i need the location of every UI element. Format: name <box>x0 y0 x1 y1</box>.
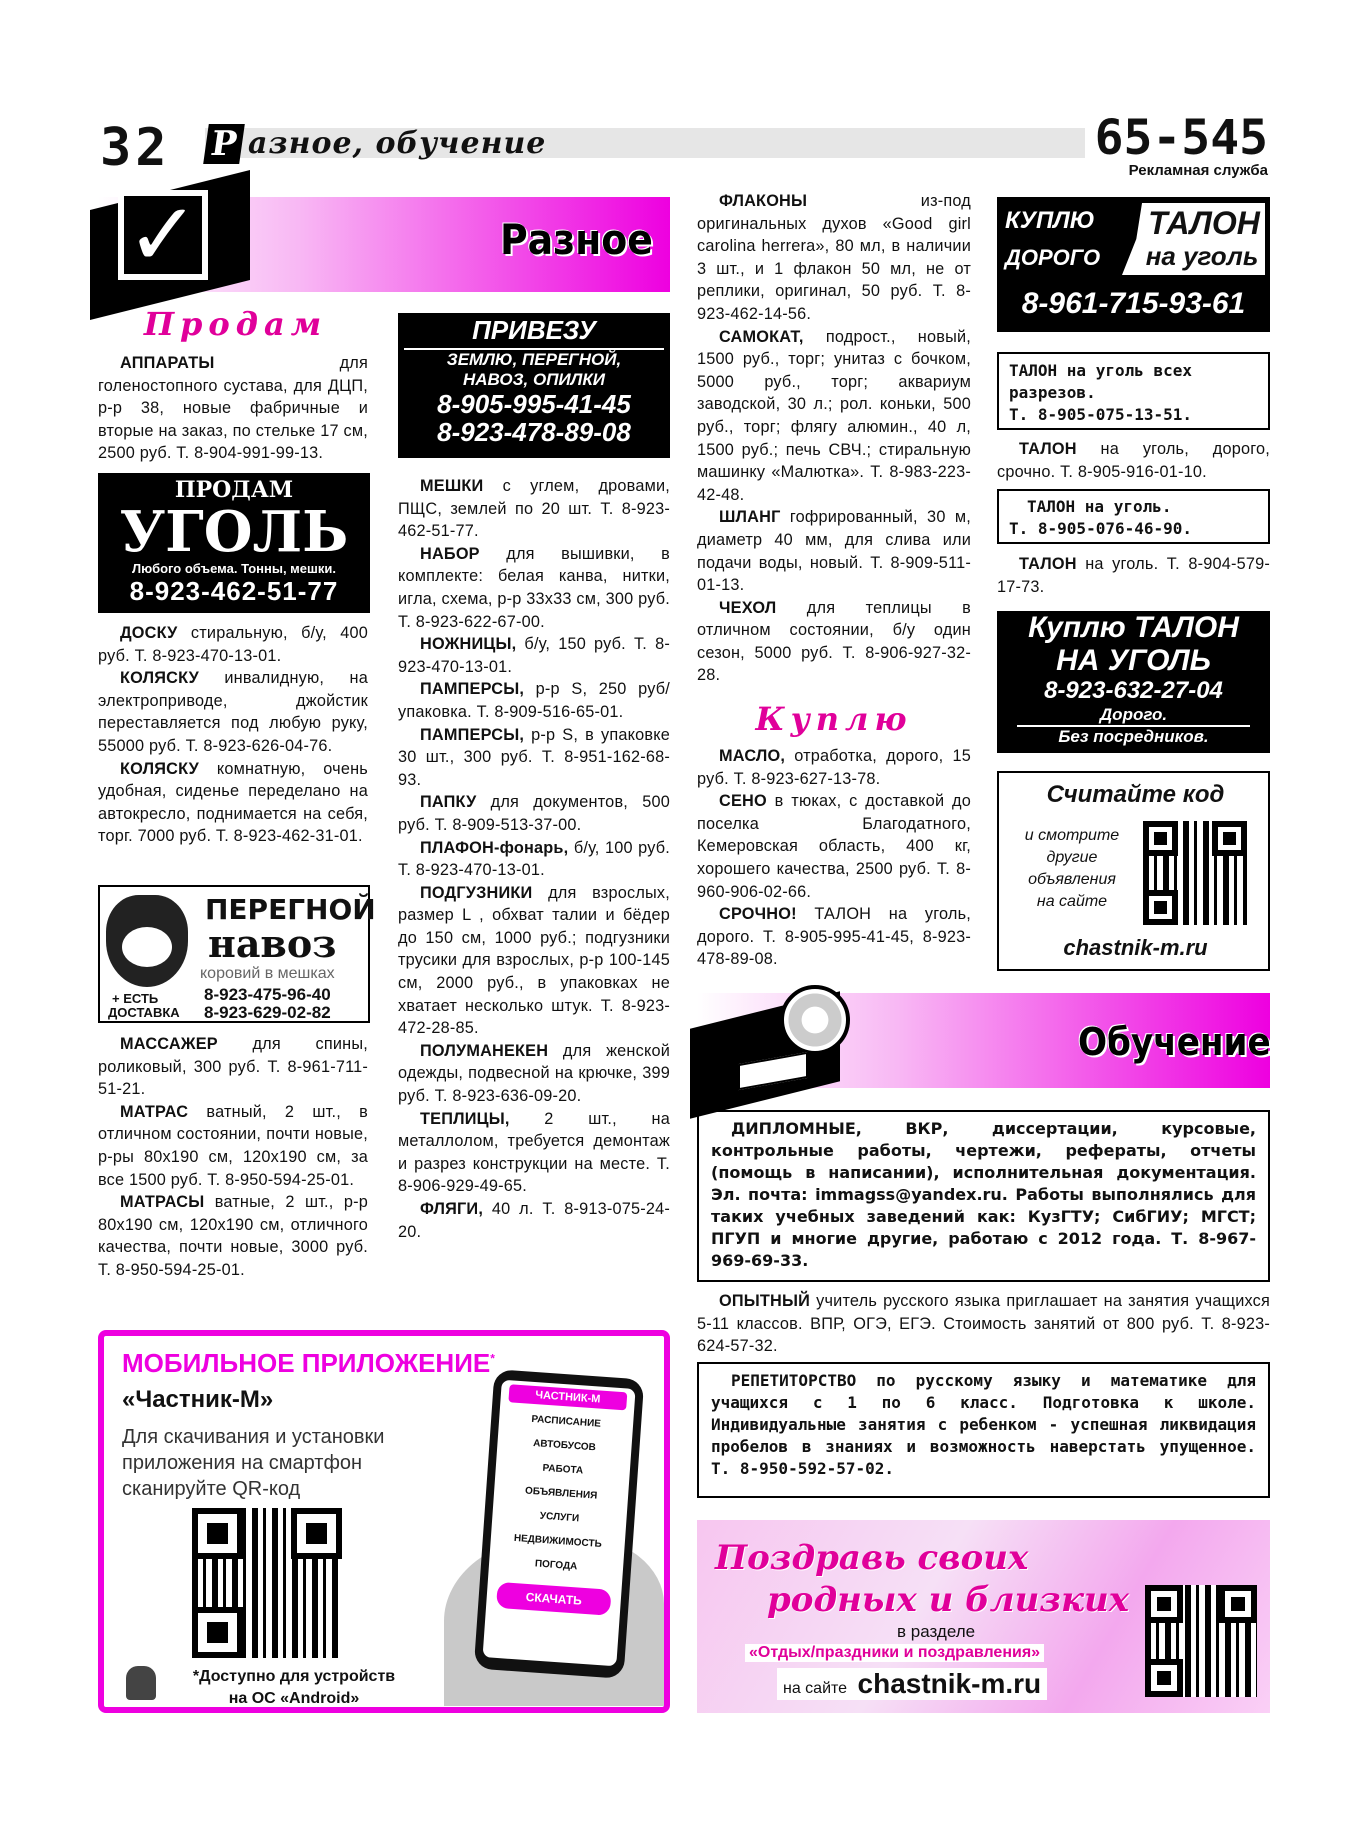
listing-text: с углем, дровами, ПЩС, землей по 20 шт. Т. 8-923-462-51-77. <box>398 477 670 541</box>
ad-ugol <box>98 473 370 613</box>
check-icon: ✓ <box>118 190 208 280</box>
sell-heading: Продам <box>143 305 328 343</box>
phone-brand: ЧАСТНИК-М <box>508 1384 627 1410</box>
greet-site-row <box>777 1668 1047 1700</box>
listing-title: МАСЛО, <box>719 747 786 765</box>
col3buy-listings <box>697 745 971 971</box>
ad-navoz-phone2: 8-923-629-02-82 <box>204 1003 331 1022</box>
mobile-note <box>164 1666 424 1710</box>
listing <box>697 597 971 687</box>
listing <box>697 903 971 971</box>
listing-text: ватные, 2 шт., р-р 80х190 см, 120х190 см, отличного качества, почти новые, 3000 руб. Т. 8-950-594-25-01. <box>98 1193 368 1279</box>
raznoe-title: Разное <box>500 215 653 264</box>
listing <box>697 745 971 790</box>
ad-service-caption: Рекламная служба <box>1128 162 1268 179</box>
listing <box>398 475 670 543</box>
mobile-name: «Частник-М» <box>122 1386 274 1413</box>
ad-ugol-phone: 8-923-462-51-77 <box>129 576 339 606</box>
listing <box>98 1101 368 1191</box>
listing <box>398 724 670 792</box>
obuchenie-title: Обучение <box>1078 1020 1271 1064</box>
qr-box-l1: и смотрите <box>1024 827 1120 844</box>
col2-listings <box>398 475 670 1243</box>
mobile-desc3: сканируйте QR-код <box>122 1478 301 1500</box>
listing-title: СЕНО <box>719 792 767 811</box>
greet-site[interactable]: chastnik-m.ru <box>857 1668 1042 1699</box>
ad-navoz-l5: ДОСТАВКА <box>108 1005 180 1020</box>
listing <box>398 678 670 723</box>
talon2-text: на уголь, дорого, срочно. Т. 8-905-916-01-10. <box>997 440 1270 481</box>
talon3 <box>997 489 1270 544</box>
ad-privezu-phone1: 8-905-995-41-45 <box>437 389 631 419</box>
ad-service-phone: 65-545 <box>1094 110 1268 166</box>
buy-heading: Куплю <box>755 700 913 738</box>
talon1 <box>997 352 1270 430</box>
qr-code-icon <box>1143 821 1247 925</box>
mobile-title-mark: * <box>490 1351 495 1366</box>
listing-title: САМОКАТ, <box>719 327 804 346</box>
app-qr-icon[interactable] <box>192 1508 342 1658</box>
talon4-text: на уголь. Т. 8-904-579-17-73. <box>997 555 1270 596</box>
ad-kuplu2-l4: Без посредников. <box>1017 725 1250 747</box>
qr-box-l2: другие <box>1046 849 1098 866</box>
listing-title: ПАПКУ <box>420 793 477 812</box>
listing-text: инвалидную, на электроприводе, джойстик переставляется под любую руку, 55000 руб. Т. 8-923-626-04-76. <box>98 669 368 755</box>
listing-text: 2 шт., на металлолом, требуется демонтаж и разрез конструкции на месте. Т. 8-906-929-49-65. <box>398 1109 670 1196</box>
listing-title: ЧЕХОЛ <box>719 598 777 617</box>
listing-title: ПАМПЕРСЫ, <box>420 725 525 744</box>
listing <box>697 506 971 596</box>
opytny-ad <box>697 1290 1270 1358</box>
greet-l4: «Отдых/праздники и поздравления» <box>745 1644 1044 1662</box>
listing-title: ФЛЯГИ, <box>420 1200 484 1218</box>
listing-title: ШЛАНГ <box>719 508 781 527</box>
ad-navoz-l2: навоз <box>208 921 337 966</box>
listing-text: для спины, роликовый, 300 руб. Т. 8-961-711-51-21. <box>98 1035 368 1099</box>
phone-menu-item[interactable]: УСЛУГИ <box>539 1510 580 1525</box>
ad-kuplu2-l3: Дорого. <box>1099 705 1168 724</box>
ad-ugol-big: УГОЛЬ <box>119 499 349 565</box>
diplom-text: ДИПЛОМНЫЕ, ВКР, диссертации, курсовые, контрольные работы, чертежи, рефераты, отчеты (помощь в написании), исполнительная документация. Эл. почта: immagss@yandex.ru. Работы выполнялись для таких учебных заведений как: КузГТУ; СибГИУ; МГСТ; ПГУП и многие другие, работаю с 2012 года. Т. 8-967-969-69-33. <box>711 1119 1256 1270</box>
listing-text: отработка, дорого, 15 руб. Т. 8-923-627-13-78. <box>697 747 971 788</box>
listing-text: р-р S, в упаковке 30 шт., 300 руб. Т. 8-951-162-68-93. <box>398 725 670 789</box>
opytny-text: учитель русского языка приглашает на занятия учащихся 5-11 классов. ВПР, ОГЭ, ЕГЭ. Стоимость занятий от 800 руб. Т. 8-923-624-57-32. <box>697 1292 1270 1356</box>
phone-mockup <box>474 1369 645 1679</box>
ad-ugol-top: ПРОДАМ <box>174 477 294 503</box>
android-icon <box>126 1666 156 1700</box>
talon1-text: ТАЛОН на уголь всех разрезов. <box>1009 361 1193 402</box>
ad-kuplu2-l1: Куплю ТАЛОН <box>1028 611 1239 644</box>
mobile-app-ad <box>98 1330 670 1713</box>
listing-text: гофрированный, 30 м, диаметр 40 мм, для слива или подачи воды, новый. Т. 8-909-511-01-13. <box>697 508 971 595</box>
listing <box>398 1198 670 1243</box>
col1c-listings <box>98 1033 368 1282</box>
ad-kuplu2 <box>997 611 1270 753</box>
listing-text: б/у, 100 руб. Т. 8-923-470-13-01. <box>398 838 670 880</box>
ad-navoz-l3: коровий в мешках <box>200 965 335 982</box>
talon4 <box>997 553 1270 598</box>
ad-navoz-l4: + ЕСТЬ <box>112 991 159 1006</box>
listing <box>697 190 971 326</box>
listing <box>398 837 670 882</box>
listing-text: для взрослых, размер L , обхват талии и бёдер до 150 см, 1000 руб.; подгузники трусики для взрослых, р-р 100-145 см, 2000 руб., в упаковках не хватает несколько штук. Т. 8-923-472-28-85. <box>398 883 670 1038</box>
talon2 <box>997 438 1270 483</box>
cow-face-icon <box>122 927 172 967</box>
talon3-phone: Т. 8-905-076-46-90. <box>1009 519 1193 538</box>
listing-title: ПАМПЕРСЫ, <box>420 680 525 699</box>
listing-text: подрост., новый, 1500 руб., торг; унитаз с бочком, 5000 руб., торг; аквариум заводской, 30 л.; рол. коньки, 500 руб., торг; флягу алюмин., 40 л, 1500 руб.; печь СВЧ.; стиральную машинку «Малютка». Т. 8-983-223-42-48. <box>697 327 971 504</box>
ad-kuplu <box>997 197 1270 332</box>
listing <box>98 352 368 465</box>
phone-menu-item[interactable]: РАБОТА <box>542 1462 584 1477</box>
ad-privezu-phone2: 8-923-478-89-08 <box>437 417 631 447</box>
listing-title: ПОЛУМАНЕКЕН <box>420 1041 549 1060</box>
listing-title: МАТРАС <box>120 1102 189 1121</box>
ad-privezu <box>398 313 670 458</box>
listing-text: 40 л. Т. 8-913-075-24-20. <box>398 1200 670 1241</box>
phone-download-button[interactable]: СКАЧАТЬ <box>496 1582 612 1616</box>
listing-title: НОЖНИЦЫ, <box>420 635 517 654</box>
mobile-desc <box>122 1424 384 1502</box>
talon2-bold: ТАЛОН <box>1019 440 1077 458</box>
ad-kuplu-r2: на уголь <box>1145 241 1259 271</box>
listing <box>398 1040 670 1108</box>
listing-title: ФЛАКОНЫ <box>719 192 808 210</box>
greet-l5: на сайте <box>783 1680 848 1697</box>
diplom-ad <box>697 1110 1270 1282</box>
listing <box>697 326 971 507</box>
listing-text: ватный, 2 шт., в отличном состоянии, почти новые, р-ры 80х190 см, 120х190 см, за все 1500 руб. Т. 8-950-594-25-01. <box>98 1102 368 1189</box>
mobile-desc1: Для скачивания и установки <box>122 1426 385 1448</box>
listing <box>98 622 368 667</box>
phone-menu-item[interactable]: ПОГОДА <box>534 1558 578 1573</box>
talon4-bold: ТАЛОН <box>1019 555 1077 573</box>
page-number: 32 <box>100 118 171 178</box>
mobile-desc2: приложения на смартфон <box>122 1452 363 1474</box>
qr-box-l4: на сайте <box>1036 893 1108 910</box>
listing-text: ТАЛОН на уголь, дорого. Т. 8-905-995-41-45, 8-923-478-89-08. <box>697 905 971 969</box>
listing-text: для голеностопного сустава, для ДЦП, р-р 38, новые фабричные и вторые на заказ, по стельке 17 см, 2500 руб. Т. 8-904-991-99-13. <box>98 354 368 463</box>
section-initial: Р <box>203 124 245 164</box>
phone-menu-item[interactable]: ОБЪЯВЛЕНИЯ <box>524 1485 598 1502</box>
ad-kuplu-phone: 8-961-715-93-61 <box>1021 287 1246 320</box>
greet-l3: в разделе <box>897 1622 976 1641</box>
col1b-listings <box>98 622 368 848</box>
listing <box>98 667 368 757</box>
mobile-note1: *Доступно для устройств <box>192 1668 396 1685</box>
listing-title: ДОСКУ <box>120 624 178 642</box>
listing <box>398 633 670 678</box>
listing-title: МАТРАСЫ <box>120 1193 205 1212</box>
listing-text: из-под оригинальных духов «Good girl carolina herrera», 80 мл, в наличии 3 шт., и 1 флакон 50 мл, не от реплики, оригинал, 50 руб. Т. 8-923-462-14-56. <box>697 192 971 323</box>
greet-l2: родных и близких <box>767 1580 1129 1620</box>
col3-listings <box>697 190 971 687</box>
talon1-phone: Т. 8-905-075-13-51. <box>1009 405 1193 424</box>
ad-privezu-sub2: НАВОЗ, ОПИЛКИ <box>462 370 606 389</box>
mobile-title <box>122 1348 495 1379</box>
listing-text: б/у, 150 руб. Т. 8-923-470-13-01. <box>398 635 670 676</box>
listing-title: КОЛЯСКУ <box>120 759 199 778</box>
listing-title: ПЛАФОН-фонарь, <box>420 838 569 857</box>
ad-privezu-sub1: ЗЕМЛЮ, ПЕРЕГНОЙ, <box>404 348 664 370</box>
qr-box-title: Считайте код <box>1046 781 1225 808</box>
greeting-ad <box>697 1520 1270 1713</box>
mobile-title-text: МОБИЛЬНОЕ ПРИЛОЖЕНИЕ <box>122 1348 491 1378</box>
listing-title: МАССАЖЕР <box>120 1035 218 1053</box>
listing-text: для женской одежды, подвесной на крючке, 399 руб. Т. 8-923-636-09-20. <box>398 1041 670 1106</box>
ad-ugol-small: Любого объема. Тонны, мешки. <box>132 561 336 576</box>
listing-text: в тюках, с доставкой до поселка Благодатного, Кемеровская область, 400 кг, хорошего качества, 2500 руб. Т. 8-960-906-02-66. <box>697 792 971 901</box>
listing <box>398 791 670 836</box>
listing-text: стиральную, б/у, 400 руб. Т. 8-923-470-13-01. <box>98 624 368 665</box>
ad-navoz-phone1: 8-923-475-96-40 <box>204 985 331 1004</box>
listing-title: ТЕПЛИЦЫ, <box>420 1109 510 1128</box>
qr-box-l3: объявления <box>1028 871 1116 888</box>
listing <box>398 1108 670 1198</box>
listing-text: для документов, 500 руб. Т. 8-909-513-37-00. <box>398 793 670 834</box>
phone-menu-item[interactable]: НЕДВИЖИМОСТЬ <box>513 1532 603 1551</box>
section-title: азное, обучение <box>248 126 547 161</box>
listing-text: для теплицы в отличном состоянии, б/у один сезон, 5000 руб. Т. 8-906-927-32-28. <box>697 598 971 685</box>
ad-navoz <box>98 885 376 1023</box>
listing <box>98 1191 368 1281</box>
listing <box>98 1033 368 1101</box>
listing-text: комнатную, очень удобная, сиденье переделано на автокресло, поднимается на себя, торг. 7000 руб. Т. 8-923-462-31-01. <box>98 759 368 846</box>
phone-menu-item[interactable]: РАСПИСАНИЕ АВТОБУСОВ <box>531 1413 602 1454</box>
ad-privezu-title: ПРИВЕЗУ <box>472 315 596 345</box>
qr-box-site: chastnik-m.ru <box>1063 935 1208 960</box>
listing <box>398 543 670 633</box>
listing-text: для вышивки, в комплекте: белая канва, нитки, игла, схема, р-р 33х33 см, 300 руб. Т. 8-923-622-67-00. <box>398 544 670 631</box>
listing-text: р-р S, 250 руб/упаковка. Т. 8-909-516-65-01. <box>398 680 670 721</box>
greet-l1: Поздравь своих <box>715 1538 1029 1578</box>
listing <box>398 882 670 1040</box>
repet-text: РЕПЕТИТОРСТВО по русскому языку и математике для учащихся с 1 по 6 класс. Подготовка к школе. Индивидуальные занятия с ребенком - успешная ликвидация пробелов в знаниях и возможность наверстать упущенное. Т. 8-950-592-57-02. <box>711 1371 1256 1478</box>
ad-kuplu2-l2: НА УГОЛЬ <box>1056 644 1211 677</box>
talon3-text: ТАЛОН на уголь. <box>1027 497 1172 516</box>
ad-navoz-l1: ПЕРЕГНОЙ <box>205 893 376 926</box>
ad-kuplu-l1: КУПЛЮ <box>1005 207 1095 234</box>
repet-ad <box>697 1362 1270 1498</box>
listing-title: КОЛЯСКУ <box>120 669 199 688</box>
greet-qr-icon[interactable] <box>1145 1585 1257 1697</box>
listing-title: СРОЧНО! <box>719 905 797 924</box>
listing-title: АППАРАТЫ <box>120 354 215 372</box>
opytny-bold: ОПЫТНЫЙ <box>719 1292 811 1310</box>
listing <box>697 790 971 903</box>
col1-listings <box>98 352 368 465</box>
listing-title: МЕШКИ <box>420 477 484 495</box>
listing-title: ПОДГУЗНИКИ <box>420 883 533 902</box>
ad-kuplu-l2: ДОРОГО <box>1005 245 1101 270</box>
listing-title: НАБОР <box>420 544 480 563</box>
listing <box>98 758 368 848</box>
globe-icon <box>780 985 850 1055</box>
ad-kuplu-r1: ТАЛОН <box>1148 205 1260 241</box>
qr-box <box>997 771 1270 971</box>
mobile-note2: на ОС «Android» <box>228 1690 360 1707</box>
ad-kuplu2-phone: 8-923-632-27-04 <box>1044 677 1223 704</box>
phone-menu <box>488 1406 633 1583</box>
qr-box-lines <box>1007 825 1137 913</box>
